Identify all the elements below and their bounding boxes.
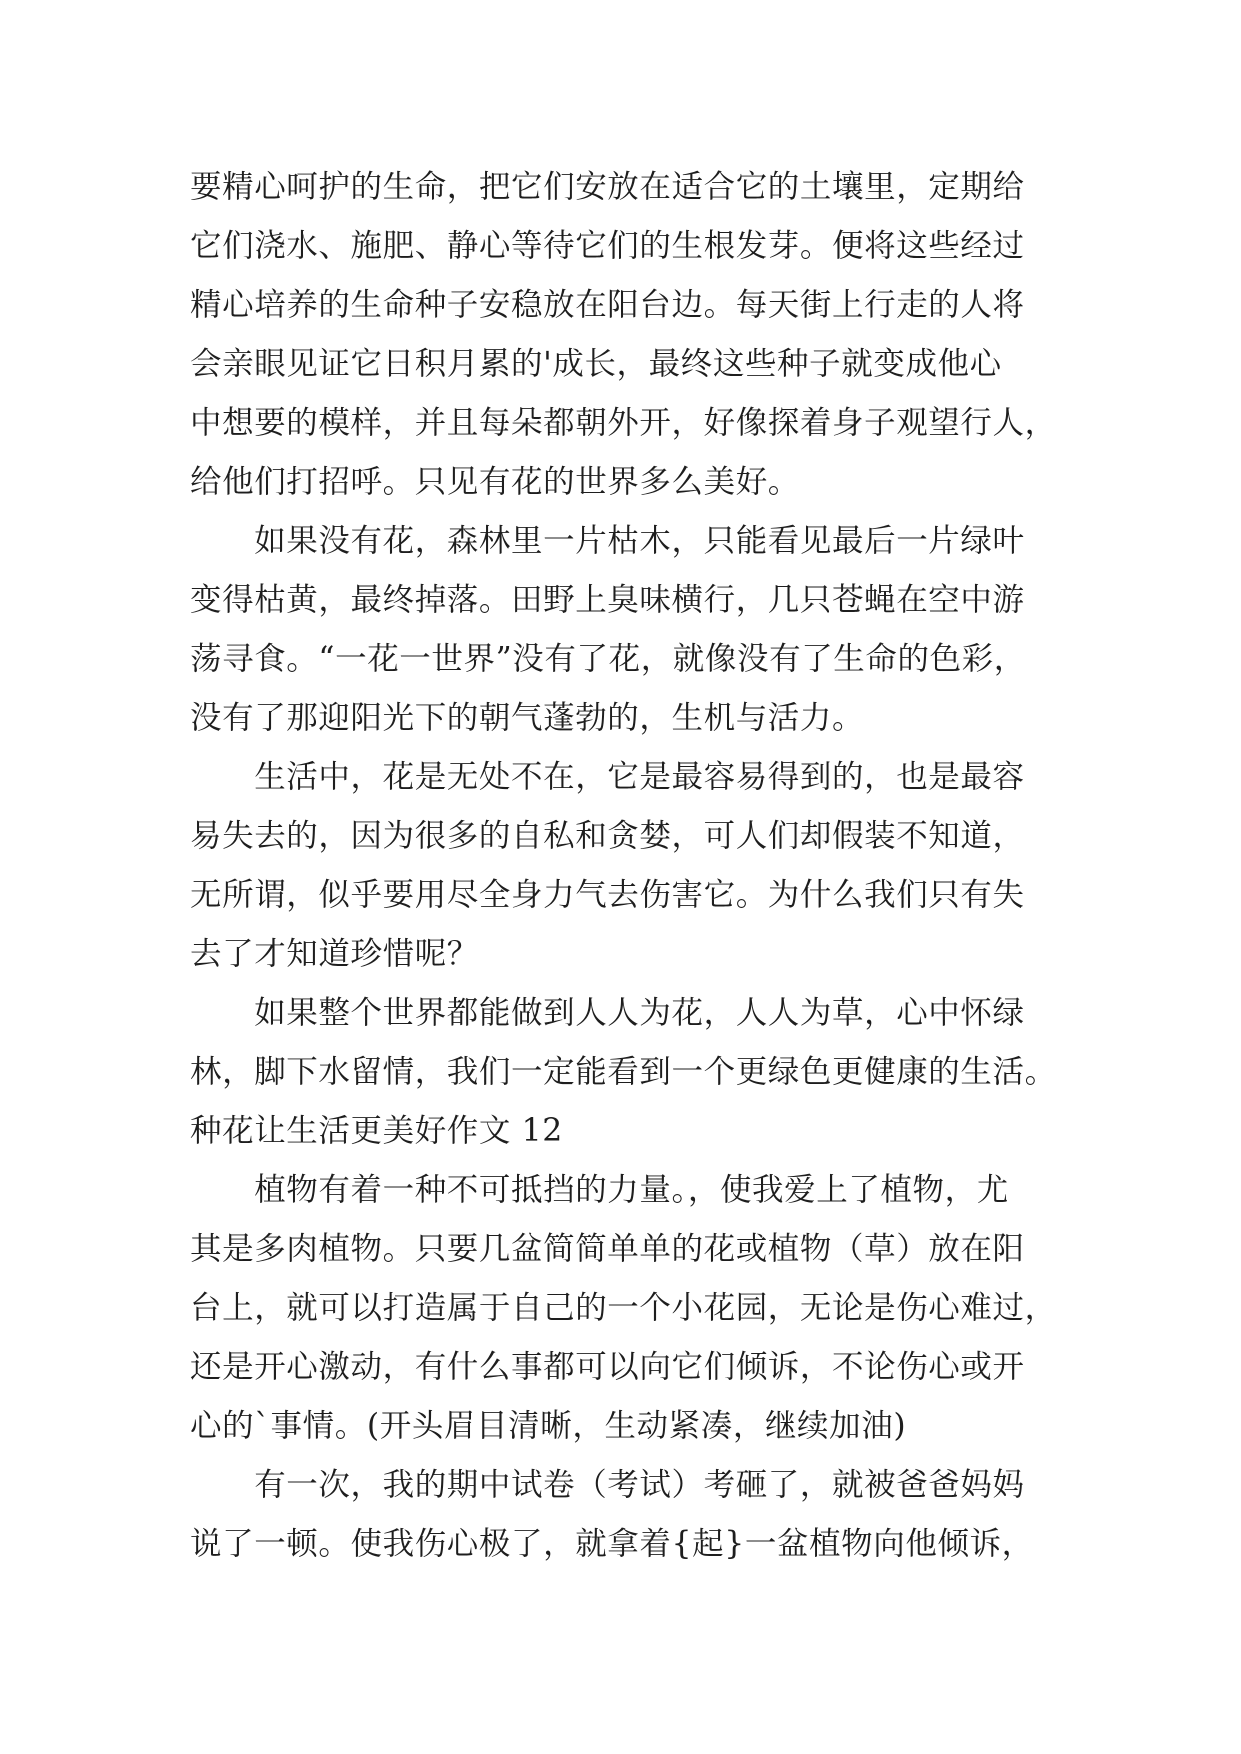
text-line: 植物有着一种不可抵挡的力量。，使我爱上了植物，尤 xyxy=(190,1172,1009,1208)
text-line: 林，脚下水留情，我们一定能看到一个更绿色更健康的生活。 xyxy=(190,1054,1057,1090)
text-line: 去了才知道珍惜呢？ xyxy=(190,936,479,972)
text-line: 没有了那迎阳光下的朝气蓬勃的，生机与活力。 xyxy=(190,700,865,736)
text-line: 台上，就可以打造属于自己的一个小花园，无论是伤心难过， xyxy=(190,1290,1057,1326)
text-line: 要精心呵护的生命，把它们安放在适合它的土壤里，定期给 xyxy=(190,169,1025,205)
text-line: 精心培养的生命种子安稳放在阳台边。每天街上行走的人将 xyxy=(190,287,1025,323)
text-line: 变得枯黄，最终掉落。田野上臭味横行，几只苍蝇在空中游 xyxy=(190,582,1025,618)
text-line: 会亲眼见证它日积月累的'成长，最终这些种子就变成他心 xyxy=(190,346,1002,382)
text-line: 它们浇水、施肥、静心等待它们的生根发芽。便将这些经过 xyxy=(190,228,1025,264)
text-line: 如果没有花，森林里一片枯木，只能看见最后一片绿叶 xyxy=(190,523,1025,559)
text-line: 给他们打招呼。只见有花的世界多么美好。 xyxy=(190,464,800,500)
text-line: 荡寻食。“一花一世界”没有了花，就像没有了生命的色彩， xyxy=(190,641,1026,677)
text-line: 说了一顿。使我伤心极了，就拿着{起}一盆植物向他倾诉， xyxy=(190,1526,1034,1562)
text-line: 心的`事情。(开头眉目清晰，生动紧凑，继续加油) xyxy=(190,1408,907,1444)
text-line: 易失去的，因为很多的自私和贪婪，可人们却假装不知道， xyxy=(190,818,1025,854)
document-body xyxy=(190,158,1070,1574)
text-line: 还是开心激动，有什么事都可以向它们倾诉，不论伤心或开 xyxy=(190,1349,1025,1385)
text-line: 生活中，花是无处不在，它是最容易得到的，也是最容 xyxy=(190,759,1025,795)
text-line: 有一次，我的期中试卷（考试）考砸了，就被爸爸妈妈 xyxy=(190,1467,1025,1503)
text-line: 如果整个世界都能做到人人为花，人人为草，心中怀绿 xyxy=(190,995,1025,1031)
text-line: 无所谓，似乎要用尽全身力气去伤害它。为什么我们只有失 xyxy=(190,877,1025,913)
section-heading: 种花让生活更美好作文 12 xyxy=(190,1113,563,1149)
text-line: 中想要的模样，并且每朵都朝外开，好像探着身子观望行人， xyxy=(190,405,1057,441)
text-line: 其是多肉植物。只要几盆简简单单的花或植物（草）放在阳 xyxy=(190,1231,1025,1267)
